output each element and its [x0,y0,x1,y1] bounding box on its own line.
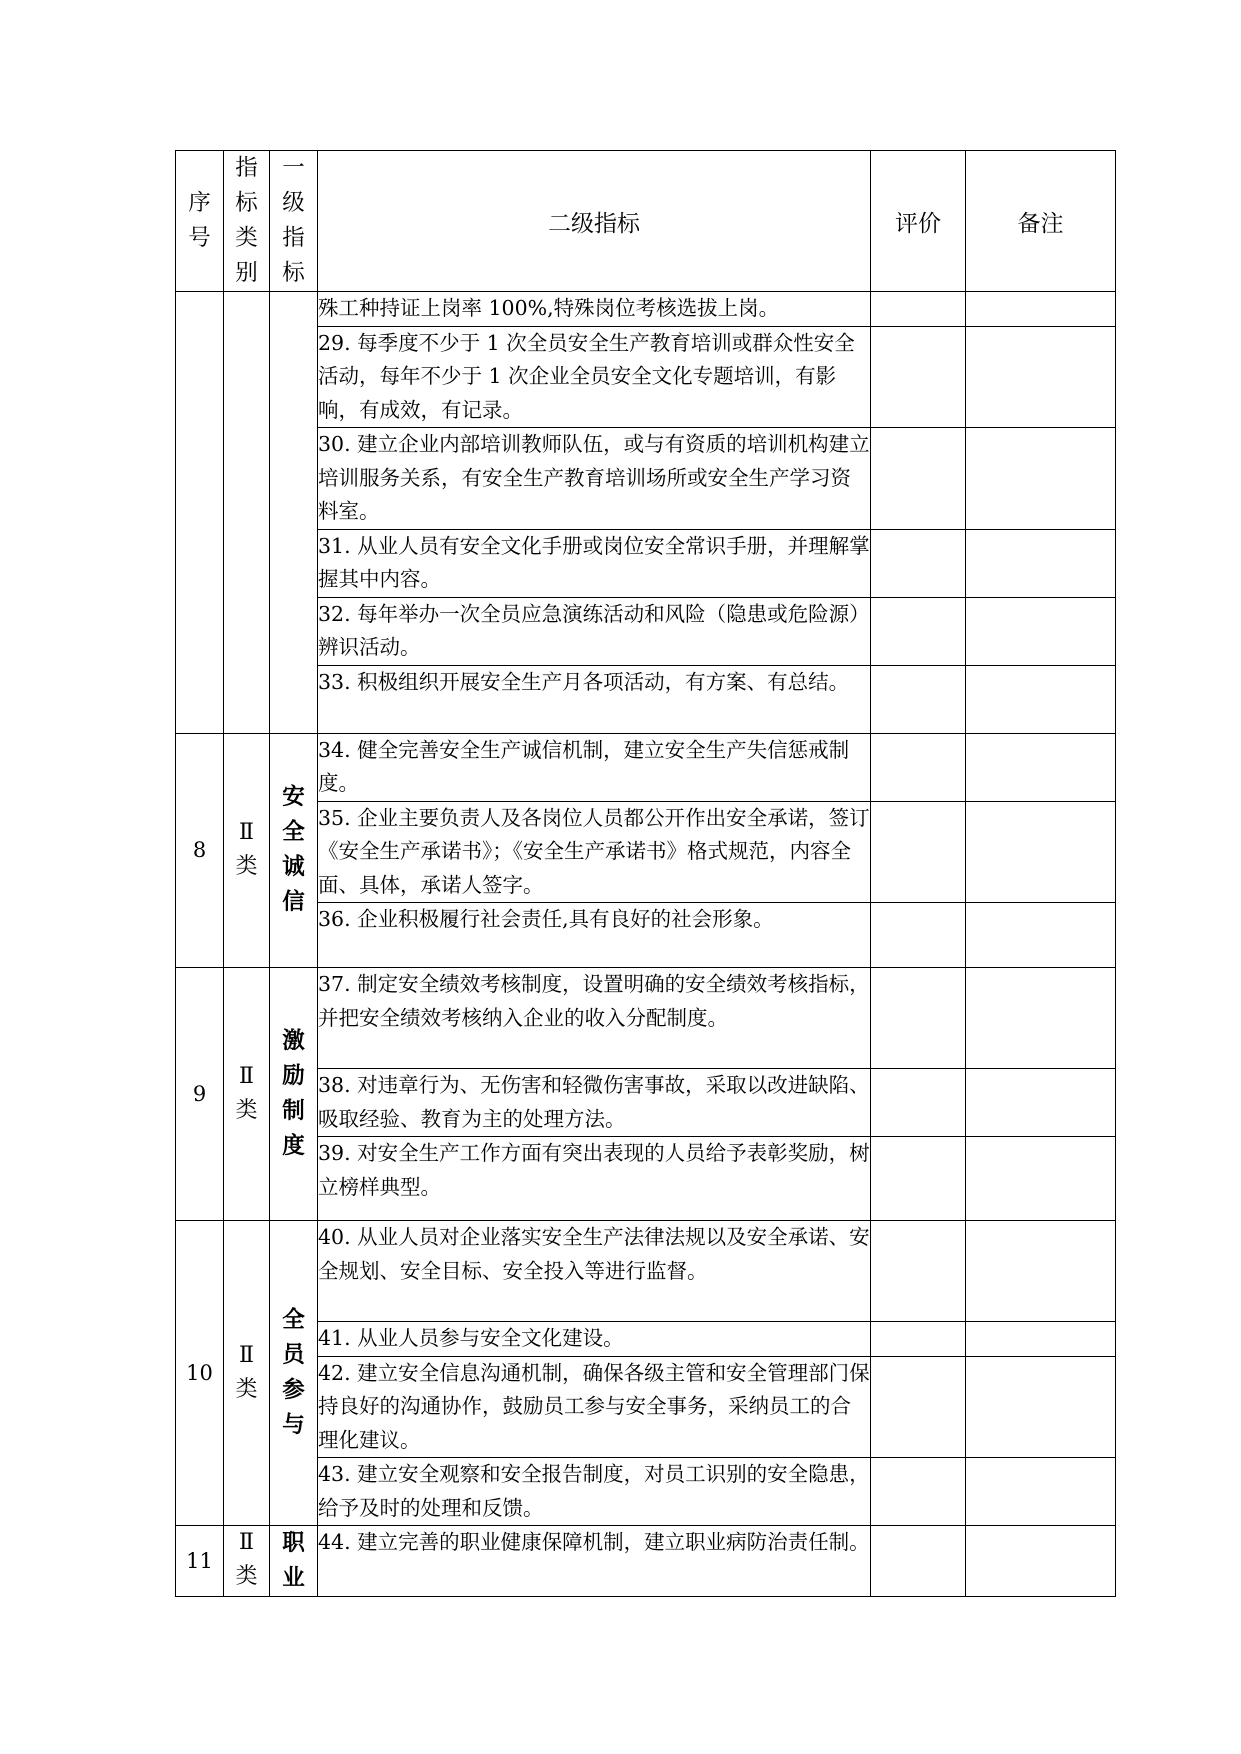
evaluation-cell[interactable] [871,326,966,428]
indicator-text: 31. 从业人员有安全文化手册或岗位安全常识手册，并理解掌握其中内容。 [318,529,871,597]
indicator-text: 殊工种持证上岗率 100%,特殊岗位考核选拔上岗。 [318,292,871,327]
remark-cell[interactable] [966,1322,1116,1357]
indicator-text: 38. 对违章行为、无伤害和轻微伤害事故，采取以改进缺陷、吸取经验、教育为主的处理方法。 [318,1069,871,1137]
level1-cell [270,292,318,734]
indicator-text: 34. 健全完善安全生产诚信机制，建立安全生产失信惩戒制度。 [318,733,871,801]
level1-cell: 职 业 [270,1526,318,1597]
indicator-text: 30. 建立企业内部培训教师队伍，或与有资质的培训机构建立培训服务关系，有安全生产教育培训场所或安全生产学习资料室。 [318,428,871,530]
level1-cell: 全 员 参 与 [270,1221,318,1526]
remark-cell[interactable] [966,665,1116,733]
header-level1: 一 级 指 标 [270,151,318,292]
remark-cell[interactable] [966,1356,1116,1458]
remark-cell[interactable] [966,1069,1116,1137]
indicator-text: 41. 从业人员参与安全文化建设。 [318,1322,871,1357]
evaluation-cell[interactable] [871,1221,966,1322]
seq-cell: 10 [176,1221,224,1526]
remark-cell[interactable] [966,1137,1116,1221]
evaluation-cell[interactable] [871,292,966,327]
indicator-text: 35. 企业主要负责人及各岗位人员都公开作出安全承诺，签订《安全生产承诺书》；《安全生产承诺书》格式规范，内容全面、具体，承诺人签字。 [318,801,871,903]
remark-cell[interactable] [966,1221,1116,1322]
table-row [176,1221,1116,1322]
evaluation-cell[interactable] [871,1356,966,1458]
seq-cell: 8 [176,733,224,968]
evaluation-cell[interactable] [871,903,966,968]
header-remark: 备注 [966,151,1116,292]
seq-cell: 9 [176,968,224,1221]
header-seq: 序 号 [176,151,224,292]
remark-cell[interactable] [966,968,1116,1069]
category-cell: Ⅱ 类 [224,1221,270,1526]
category-cell [224,292,270,734]
remark-cell[interactable] [966,1458,1116,1526]
evaluation-cell[interactable] [871,1526,966,1597]
header-category: 指 标 类 别 [224,151,270,292]
indicator-text: 29. 每季度不少于 1 次全员安全生产教育培训或群众性安全活动，每年不少于 1 次企业全员安全文化专题培训，有影响，有成效，有记录。 [318,326,871,428]
indicator-text: 37. 制定安全绩效考核制度，设置明确的安全绩效考核指标，并把安全绩效考核纳入企业的收入分配制度。 [318,968,871,1069]
indicator-text: 42. 建立安全信息沟通机制，确保各级主管和安全管理部门保持良好的沟通协作，鼓励员工参与安全事务，采纳员工的合理化建议。 [318,1356,871,1458]
indicator-text: 43. 建立安全观察和安全报告制度，对员工识别的安全隐患，给予及时的处理和反馈。 [318,1458,871,1526]
header-evaluation: 评价 [871,151,966,292]
evaluation-cell[interactable] [871,1137,966,1221]
table-row [176,1526,1116,1597]
remark-cell[interactable] [966,529,1116,597]
level1-cell: 安 全 诚 信 [270,733,318,968]
evaluation-cell[interactable] [871,428,966,530]
indicator-text: 40. 从业人员对企业落实安全生产法律法规以及安全承诺、安全规划、安全目标、安全投入等进行监督。 [318,1221,871,1322]
indicator-text: 32. 每年举办一次全员应急演练活动和风险（隐患或危险源）辨识活动。 [318,597,871,665]
remark-cell[interactable] [966,1526,1116,1597]
remark-cell[interactable] [966,801,1116,903]
indicator-table [175,150,1116,1597]
remark-cell[interactable] [966,903,1116,968]
evaluation-cell[interactable] [871,1458,966,1526]
indicator-text: 36. 企业积极履行社会责任,具有良好的社会形象。 [318,903,871,968]
evaluation-cell[interactable] [871,597,966,665]
indicator-text: 44. 建立完善的职业健康保障机制，建立职业病防治责任制。 [318,1526,871,1597]
table-row [176,968,1116,1069]
evaluation-cell[interactable] [871,733,966,801]
indicator-text: 33. 积极组织开展安全生产月各项活动，有方案、有总结。 [318,665,871,733]
category-cell: Ⅱ 类 [224,1526,270,1597]
evaluation-cell[interactable] [871,968,966,1069]
evaluation-cell[interactable] [871,529,966,597]
seq-cell: 11 [176,1526,224,1597]
header-row [176,151,1116,292]
evaluation-cell[interactable] [871,1322,966,1357]
category-cell: Ⅱ 类 [224,968,270,1221]
evaluation-cell[interactable] [871,801,966,903]
header-level2: 二级指标 [318,151,871,292]
remark-cell[interactable] [966,292,1116,327]
seq-cell [176,292,224,734]
remark-cell[interactable] [966,326,1116,428]
table-row [176,733,1116,801]
remark-cell[interactable] [966,733,1116,801]
remark-cell[interactable] [966,597,1116,665]
level1-cell: 激 励 制 度 [270,968,318,1221]
category-cell: Ⅱ 类 [224,733,270,968]
table-row [176,292,1116,327]
indicator-text: 39. 对安全生产工作方面有突出表现的人员给予表彰奖励，树立榜样典型。 [318,1137,871,1221]
evaluation-cell[interactable] [871,665,966,733]
remark-cell[interactable] [966,428,1116,530]
evaluation-cell[interactable] [871,1069,966,1137]
